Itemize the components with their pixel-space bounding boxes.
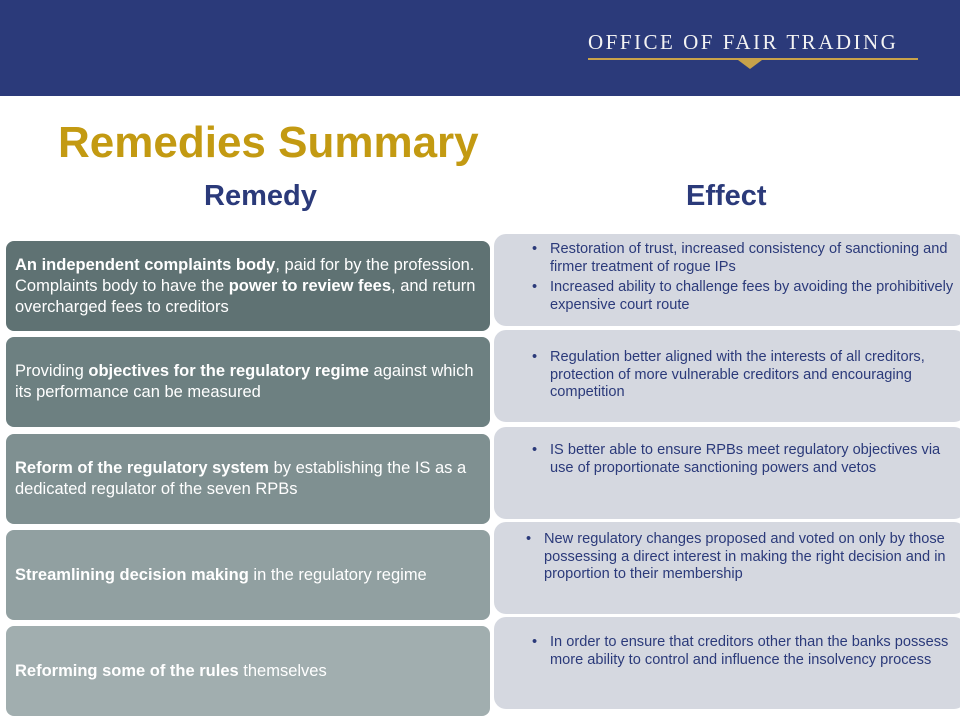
effect-list bbox=[494, 234, 960, 314]
effect-item: • In order to ensure that creditors other than the banks possess more ability to control and influence the insolvency process bbox=[532, 634, 956, 669]
remedy-column-heading: Remedy bbox=[204, 180, 317, 212]
effect-list bbox=[494, 427, 960, 477]
effect-item: • Increased ability to challenge fees by avoiding the prohibitively expensive court route bbox=[532, 279, 956, 314]
logo-triangle-icon bbox=[738, 60, 762, 69]
oft-logo bbox=[588, 26, 918, 70]
effect-list bbox=[494, 330, 960, 402]
page-title: Remedies Summary bbox=[58, 118, 479, 167]
effect-box-3 bbox=[494, 427, 960, 519]
remedy-text-plain: against which its performance can be measured bbox=[15, 362, 474, 401]
effect-box-1 bbox=[494, 234, 960, 326]
remedy-text bbox=[15, 458, 480, 500]
remedy-box-1 bbox=[6, 241, 490, 331]
effect-box-2 bbox=[494, 330, 960, 422]
remedy-text-bold: power to review fees bbox=[228, 276, 392, 295]
effect-column-heading: Effect bbox=[686, 180, 767, 212]
effect-box-4 bbox=[494, 522, 960, 614]
remedy-text-bold: Reforming some of the rules bbox=[15, 661, 239, 680]
effect-box-5 bbox=[494, 617, 960, 709]
effect-item: • Restoration of trust, increased consistency of sanctioning and firmer treatment of rogue IPs bbox=[532, 241, 956, 276]
remedy-text bbox=[15, 361, 480, 403]
remedy-box-2 bbox=[6, 337, 490, 427]
remedy-text-bold: Reform of the regulatory system bbox=[15, 459, 269, 477]
remedy-text bbox=[15, 255, 480, 318]
remedy-text-plain: Providing bbox=[15, 362, 89, 380]
header-bar bbox=[0, 0, 960, 96]
remedy-text-plain: by establishing the IS as a dedicated regulator of the seven RPBs bbox=[15, 459, 467, 498]
effect-item: • Regulation better aligned with the interests of all creditors, protection of more vulnerable creditors and encouraging competition bbox=[532, 349, 956, 402]
remedy-box-4 bbox=[6, 530, 490, 620]
remedy-box-5 bbox=[6, 626, 490, 716]
remedy-text-bold: Streamlining decision making bbox=[15, 565, 249, 584]
remedy-text-bold: An independent complaints body bbox=[15, 255, 276, 274]
effect-item: • IS better able to ensure RPBs meet regulatory objectives via use of proportionate sanctioning powers and vetos bbox=[532, 442, 956, 477]
remedy-box-3 bbox=[6, 434, 490, 524]
remedy-text bbox=[15, 661, 480, 682]
remedy-text-bold: objectives for the regulatory regime bbox=[88, 362, 369, 380]
remedy-text-plain: in the regulatory regime bbox=[248, 565, 427, 584]
effect-list bbox=[494, 522, 960, 584]
logo-text: OFFICE OF FAIR TRADING bbox=[588, 30, 899, 54]
remedy-text-plain: , paid for by the profession. Complaints body to have the bbox=[15, 255, 475, 295]
remedy-text-plain: , and return overcharged fees to creditors bbox=[15, 276, 476, 316]
remedy-text bbox=[15, 565, 480, 586]
effect-item: • New regulatory changes proposed and voted on only by those possessing a direct interest in making the right decision and in proportion to their membership bbox=[526, 531, 956, 584]
remedy-text-plain: themselves bbox=[238, 661, 327, 680]
effect-list bbox=[494, 617, 960, 669]
